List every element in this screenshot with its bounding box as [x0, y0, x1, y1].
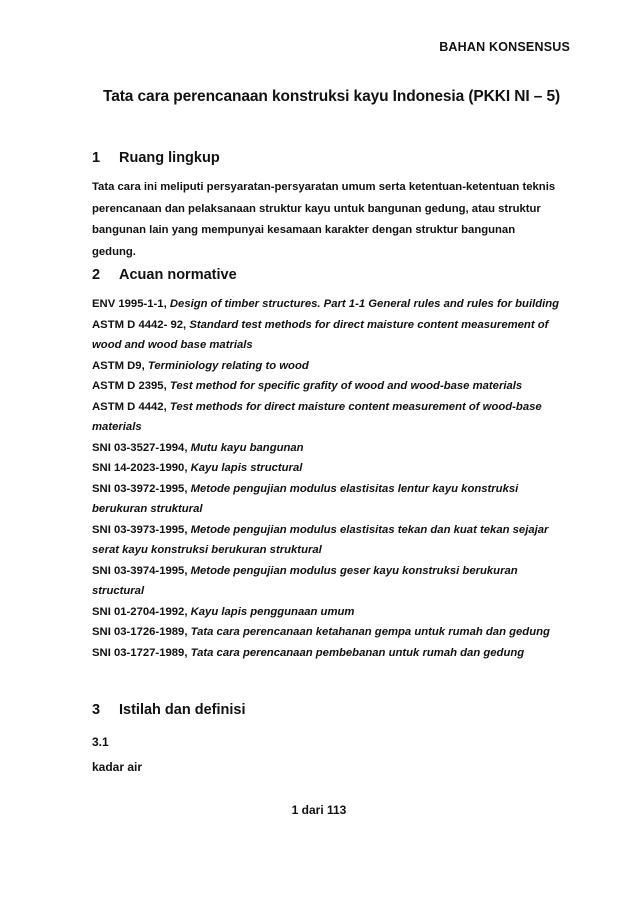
reference-title: materials	[92, 421, 142, 433]
section-title: Istilah dan definisi	[119, 702, 246, 718]
scope-paragraph	[92, 177, 562, 263]
reference-title: Design of timber structures. Part 1-1 General rules and rules for building	[169, 298, 560, 310]
section-number: 1	[92, 150, 101, 166]
page-number: 1 dari 113	[291, 803, 347, 817]
reference-line	[92, 356, 572, 377]
reference-code: SNI 03-3527-1994,	[92, 441, 191, 454]
reference-code: SNI 03-3972-1995,	[92, 482, 191, 495]
reference-code: ASTM D9,	[92, 359, 148, 372]
reference-line	[92, 540, 572, 561]
reference-line	[92, 458, 572, 479]
section-title: Acuan normative	[119, 267, 237, 283]
reference-line	[92, 622, 572, 643]
reference-line	[92, 643, 572, 664]
reference-line	[92, 479, 572, 500]
reference-title: structural	[92, 585, 145, 597]
reference-line	[92, 499, 572, 520]
section-number: 2	[92, 267, 101, 283]
reference-title: wood and wood base matrials	[92, 339, 253, 351]
reference-title: Test method for specific grafity of wood and wood-base materials	[169, 380, 523, 392]
reference-code: SNI 01-2704-1992,	[92, 605, 191, 618]
document-title: Tata cara perencanaan konstruksi kayu Indonesia (PKKI NI – 5)	[103, 88, 561, 105]
reference-title: Metode pengujian modulus elastisitas lentur kayu konstruksi	[190, 482, 519, 495]
reference-line	[92, 397, 572, 418]
paragraph-line: perencanaan dan pelaksanaan struktur kayu untuk bangunan gedung, atau struktur	[92, 202, 541, 215]
reference-code: SNI 14-2023-1990,	[92, 462, 191, 474]
reference-line	[92, 335, 572, 356]
definition-term: kadar air	[92, 760, 143, 774]
reference-title: serat kayu konstruksi berukuran struktural	[92, 544, 322, 556]
reference-title: Kayu lapis structural	[190, 462, 303, 474]
reference-title: berukuran struktural	[92, 503, 203, 515]
reference-line	[92, 561, 572, 582]
reference-title: Test methods for direct maisture content measurement of wood-base	[169, 400, 542, 413]
paragraph-line: bangunan lain yang mempunyai kesamaan karakter dengan struktur bangunan gedung.	[92, 224, 516, 258]
paragraph-line: Tata cara ini meliputi persyaratan-persyaratan umum serta ketentuan-ketentuan teknis	[92, 181, 556, 193]
section-heading-2	[92, 267, 237, 283]
section-title: Ruang lingkup	[119, 150, 220, 166]
reference-code: ASTM D 2395,	[92, 380, 170, 392]
reference-title: Standard test methods for direct maisture content measurement of	[189, 318, 549, 331]
reference-title: Kayu lapis penggunaan umum	[190, 605, 355, 618]
reference-line	[92, 602, 572, 623]
reference-code: SNI 03-1727-1989,	[92, 646, 191, 659]
reference-title: Terminiology relating to wood	[147, 359, 309, 372]
reference-code: ASTM D 4442,	[92, 400, 170, 413]
reference-title: Metode pengujian modulus elastisitas tekan dan kuat tekan sejajar	[190, 523, 549, 536]
section-number: 3	[92, 702, 101, 718]
definition-number: 3.1	[92, 735, 109, 749]
reference-code: SNI 03-1726-1989,	[92, 626, 191, 638]
reference-code: ENV 1995-1-1,	[92, 298, 170, 310]
reference-line	[92, 520, 572, 541]
reference-title: Metode pengujian modulus geser kayu konstruksi berukuran	[190, 564, 518, 577]
reference-title: Tata cara perencanaan ketahanan gempa untuk rumah dan gedung	[190, 626, 550, 638]
reference-title: Mutu kayu bangunan	[190, 441, 304, 454]
reference-line	[92, 376, 572, 397]
reference-line	[92, 438, 572, 459]
reference-title: Tata cara perencanaan pembebanan untuk rumah dan gedung	[190, 646, 525, 659]
reference-line	[92, 294, 572, 315]
reference-list	[92, 294, 572, 663]
reference-code: SNI 03-3973-1995,	[92, 523, 191, 536]
section-heading-1	[92, 150, 220, 166]
reference-code: SNI 03-3974-1995,	[92, 564, 191, 577]
reference-line	[92, 417, 572, 438]
section-heading-3	[92, 702, 246, 718]
reference-line	[92, 315, 572, 336]
header-label: BAHAN KONSENSUS	[439, 40, 570, 54]
reference-code: ASTM D 4442- 92,	[92, 318, 190, 331]
reference-line	[92, 581, 572, 602]
